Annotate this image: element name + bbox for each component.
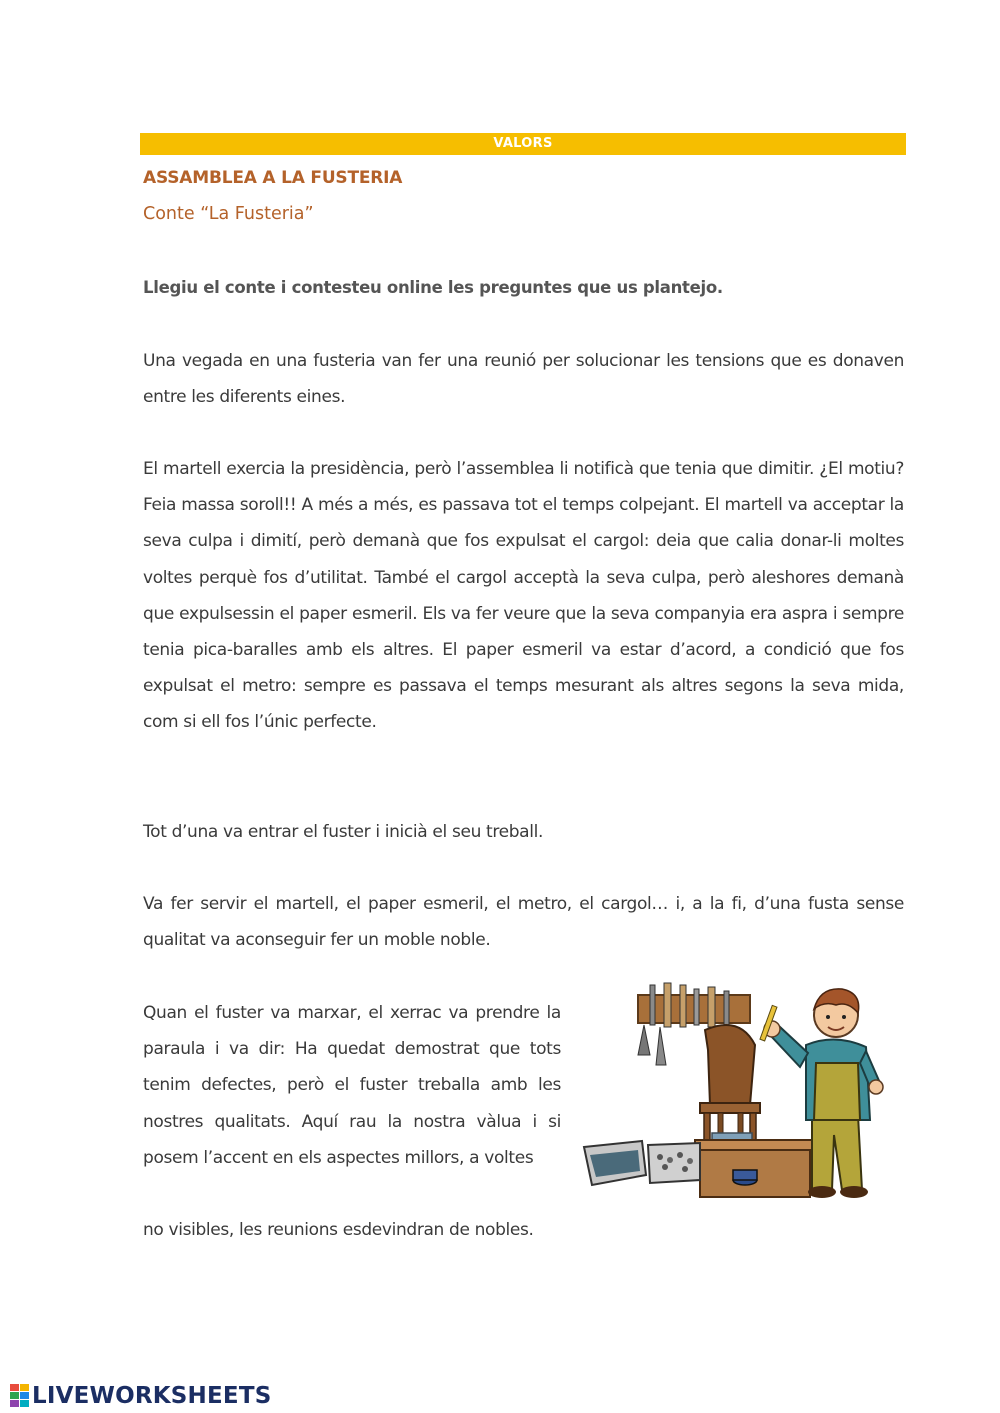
story-paragraph-5-last-line: no visibles, les reunions esdevindran de nobles.: [143, 1220, 534, 1240]
liveworksheets-logo[interactable]: [10, 1382, 271, 1410]
story-paragraph-4: Va fer servir el martell, el paper esmeril, el metro, el cargol… i, a la fi, d’una fusta sense qualitat va aconseguir fer un moble noble.: [143, 894, 904, 951]
liveworksheets-logo-icon: [10, 1384, 30, 1408]
story-paragraph-1: Una vegada en una fusteria van fer una reunió per solucionar les tensions que es donaven entre les diferents eines.: [143, 351, 904, 408]
story-paragraph-3: Tot d’una va entrar el fuster i inicià el seu treball.: [143, 822, 544, 842]
story-paragraph-2: El martell exercia la presidència, però l’assemblea li notificà que tenia que dimitir. ¿El motiu? Feia massa soroll!! A més a més, es passava tot el temps colpejant. El martell va acceptar la seva culpa i dimití, però demanà que fos expulsat el cargol: deia que calia donar-li moltes voltes perquè fos d’utilitat. També el cargol acceptà la seva culpa, però aleshores demanà que expulsessin el paper esmeril. Els va fer veure que la seva companyia era aspra i sempre tenia pica-baralles amb els altres. El paper esmeril va estar d’acord, a condició que fos expulsat el metro: sempre es passava el temps mesurant als altres segons la seva mida, com si ell fos l’únic perfecte.: [143, 459, 904, 733]
chair-icon: [700, 1025, 760, 1153]
instruction-text: Llegiu el conte i contesteu online les preguntes que us plantejo.: [143, 278, 723, 297]
logo-text: LIVEWORKSHEETS: [32, 1383, 272, 1409]
story-paragraph-5: Quan el fuster va marxar, el xerrac va prendre la paraula i va dir: Ha quedat demostrat que tots tenim defectes, però el fuster treballa amb les nostres qualitats. Aquí rau la nostra vàlua i si posem l’accent en els aspectes millors, a voltes: [143, 1003, 561, 1168]
carpenter-illustration: [580, 975, 890, 1200]
section-banner: VALORS: [140, 133, 906, 155]
page-title: ASSAMBLEA A LA FUSTERIA: [143, 168, 403, 188]
page-subtitle: Conte “La Fusteria”: [143, 204, 314, 224]
workbench-icon: [695, 1140, 815, 1197]
